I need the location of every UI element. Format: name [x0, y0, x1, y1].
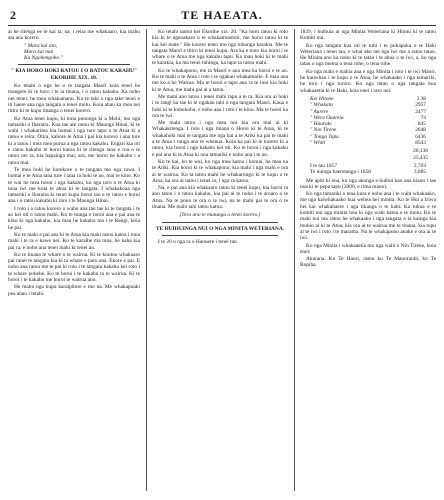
paragraph: I te 20 o nga ra o Hanuere i tenei tau — [158, 238, 237, 245]
column-2 — [152, 29, 288, 246]
subtotal: 28,138 — [413, 148, 428, 155]
page-header — [8, 8, 436, 24]
paragraph: Ko nga tamariki o tena kura e noho ana i te wahi whakaako, me nga kaiwhakaako kua wehea hei minita. Ko te Hui a Iriwa hei kai whakahaere i nga tikanga o te hahi. Ka tukua e te komiti nui nga minita hou ki nga wahi katoa o te motu. Ko te mahi nui ma ratou he whakaako i nga tangata o ia kainga kia mohio ai ki te Atua, kia ora ai te wairua me te tinana, kia tupu ai te iwi i roto i te marama. Na te whakapono anake e ora ai te iwi. — [300, 191, 436, 242]
newspaper-title: TE HAEATA. — [181, 8, 263, 22]
continuation-note: (Tera ano te mutunga o tenei korero.) — [179, 212, 261, 219]
region-value: 3 38 — [416, 95, 426, 102]
region-name: " Whakatu — [310, 102, 333, 109]
region-name: " Wera Oaereia — [310, 114, 344, 121]
separator — [18, 64, 130, 65]
paragraph: 1839, i huihuia ai nga Minita Weteriana ki Hitoni ki te ratou Komiti nui. — [300, 29, 436, 42]
paragraph: Me mahi tatou i nga mea nui kia ora mai ai ki Whakakitenga. I roto i nga tinana o Horoi ki te Atua, ki te whakahoki mai te tangata me nga kai a te Ariki ka pai te mahi a te Atua i runga ano te whenua. Koia ka pai ki te korero ki a ratou, kia horoi i nga kakahu kei oti. Ko te horoi i nga kakahu e pai ana ki te Atua ki ona tamariki e noho ana i te ao. — [152, 120, 288, 158]
membership-table — [309, 96, 427, 146]
verse-line: Mara kai mai — [24, 48, 54, 55]
paragraph: Ko te whakapono, me ta Maori e ana mea ka horoi e te ao. Ko te mahi o te Atua i roto i te ngakau whakamarie. E mau ana me ko a he Wairua. Ma te horoi e tapu ana ra te inoi kia hoki ki te Atua, me mahi pai ai a tatou. — [152, 67, 288, 93]
verse-line: Ka Ngohengohe." — [24, 55, 63, 62]
paragraph: Ko nga tangata kua oti te tuhi i te pukapuka o te Hahi Weteriana i tenei tau, e whai ake nei nga iwi me a ratou tatau. He Minita ano ka noho ki te tatau i te ahua o te iwi, a, ko nga tatau o nga mema o tena rohe, o tena rohe. — [300, 42, 436, 68]
region-name: " Nin Tirene — [310, 127, 337, 134]
article-heading: " KIA HORO HOKI RATOU I O RATOU KARAHU" EKORIHE XIX. 10. — [11, 68, 137, 81]
paragraph: Ko te kai, ko te wai, ko nga mea katoa i homai, he mea na te Ariki. Kia horoi ki te whakapono, kia mahi i nga mahi e ora ai te wairua. Ko ta tatou mahi he whakarongo ki te kupu o te Atua, ka ora ai tatou i tenei ra, i nga ra katoa. — [152, 158, 288, 184]
region-value: 2648 — [415, 127, 426, 134]
paragraph: Te mea hoki he horekore o te tangata mo nga rawa. I homai e te Atua tana ture i taua ra hoki te ao, mai te kino. Ko te wai he mea horoi i nga kakahu, ko nga toro o te Atua ki tona iwi me koia te ahua ki te tangata. I whakakoaa nga tamariki o Iharaira ki tenei kupu horoi tau e te ratou e horoi ana i o ratou kakahu ki raro i te Maunga Hinai. — [8, 166, 140, 205]
separator — [162, 235, 278, 236]
paragraph: Ko nga Minita i whakaaetia mo nga wahi o Nin Tirene, koia enei: — [300, 242, 436, 255]
paragraph: Ko te mahi e pai ana ki te Atua kia mahi ratou katoa i tona mahi i te ra e kawe nei. Ko te karaihe ma tona, he kaha kia pai ra, e noho ana tenei mahi ki tenei ao. — [8, 231, 140, 251]
region-name: " Aurere — [310, 108, 329, 115]
region-name: " Tonga Tapu — [310, 133, 339, 140]
region-value: 2957 — [415, 102, 426, 109]
table-row — [309, 169, 427, 175]
subtotal: 25,435 — [413, 154, 428, 161]
paragraph: Ko tetahi o nga he o te tangata Maori koia tenei he mangere ki te horo i te ia tinana, i o ratou kakahu. Ka noho nei tenei; he mea whakamanu. Ko te tahi o nga take tenei e iti haere ana nga tangata o tenei motu. Koia ahau ka mea nei titiro ki te kupu tinanga o tenei korero. — [8, 83, 140, 115]
column-1 — [8, 29, 140, 298]
article-heading: TE HUIHUINGA NUI O NGA MINITA WETERIANA. — [155, 225, 285, 232]
paragraph: Na, e pai ana kia whakaaro tatou ki tenei kupu, kia horoi ra ano tatou i o tatou kakahu, kia pai ai te noho i te aroaro o te Atua. Na te pono te ora o te iwi, na te mahi pai te ora o te tinana. Me mahi tahi tatou katoa. — [152, 185, 288, 211]
region-value: 2477 — [415, 108, 426, 115]
region-name: Kei Hitone — [310, 95, 334, 102]
header-rule — [8, 25, 436, 26]
table-row — [309, 140, 427, 146]
paragraph: Me apiti ki ena, ko nga akonga e huihui kau ana kiano i tae noa ki te pepa tapu (2000, e rima mano). — [300, 177, 436, 190]
column-divider — [146, 29, 147, 491]
region-value: 8543 — [415, 140, 426, 147]
total-label: I te tau 1857 — [310, 162, 338, 169]
separator — [162, 222, 278, 223]
region-value: 845 — [417, 121, 426, 128]
total-value: 2,703 — [413, 162, 426, 169]
paragraph: Ko tetahi tautoi kei Ekorihe xix. 20. "Ka horo ratou ki roto kia ki te ngenakaro o te whakamoemiti, me horoi ratou ki te kai kei mate." He korero tenei mo nga tohunga karakia. Me te tangata Maori e titiro ki tenei kupu. Ara ka e tono kia horoi i te whare o te Atua me nga kakahu tapu. Ka mau hoki ki te mahi te karakia, ka ma tenei tuhinga, ka tapu ta ratou mahi. — [152, 29, 288, 67]
paragraph: Ko nga mahi e mahia ana e nga Minita i roto i te iwi Maori, he kauwhau i te kupu o te Atua, he whakaako i nga tamariki, he toro i nga turoro. Ko nga tatau o nga tangata kua whakaaetia ki te Hahi, koia enei i raro nei: — [300, 68, 436, 94]
page-number: 2 — [10, 8, 16, 22]
increase-value: 3,685 — [413, 169, 426, 176]
region-name: " Hauraki — [310, 121, 332, 128]
paragraph: Akarana. Ko Te Hauri, ratou ko Te Maunraubi, ko Te Ropiha. — [300, 256, 436, 269]
column-3 — [300, 29, 436, 270]
region-name: " Whiti — [310, 140, 326, 147]
verse-line: " Mara kai ata, — [24, 42, 58, 49]
total-table — [309, 163, 427, 176]
column-divider — [294, 29, 295, 491]
paragraph: I roto i a ratou korero o waho ana tau tae ki te tangata i te ao kei oti o ratou mahi. Ko te hunga e horoi ana e pai ana te kiko ki nga kakahu, kia mau he kakahu ma i te Rangi, koia he pai. — [8, 205, 140, 231]
paragraph: Me mahi ano tatou i tenei mahi tapu a te ra. Kia ora ai hoki i te rangi ka tae ki te ngakau tahi o nga tangata Maori. Kaua e hoki ki te kohukohu, e noho ana i roto i te kino. Ma te horoi ka ora te iwi. — [152, 93, 288, 119]
region-value: 74 — [420, 114, 426, 121]
paragraph: Ko Atua tenei kupu, ki tona pononga ki a Mohi, mo nga tamariki o Iharaira. Kua tae ate ratou ki Maunga Hinai, ki te wahi i whakaritea kia homai i nga ture tapu o te Atua ki a ratou e reira. Otira, kahore te Atua i pai kia korero i ana ture ki a ratou i mea mea purua a nga ratou kakahu. Engari kia oti e ratou kakahu te horoi katoa ki te ritenga tana e roa o te ratou nei ra, kia hapainga mai, ara, me horoi he kakahu i a ratou mai. — [8, 115, 140, 166]
paragraph: He mahu nga kupu karaipiture e mo na. Me whakapuaki pea ahau i tetahi. — [8, 284, 140, 297]
region-value: 6436 — [415, 133, 426, 140]
increase-label: Te nuinga haeretanga i 1858 — [310, 169, 371, 176]
paragraph: Ko te tinana te whare o te wairua. Ki te koutou whakaaro pai ranei te tangata kia ki ta whare e paru ana. Ekore e pai. E noho ana ratou me te pai ki roto i te tangata kakahu kei roto i te whare pohehe. Ko te horoi i te kakahu ta te wairua. Ki te horoi i te kakahu me horoi te wairua ano. — [8, 251, 140, 283]
paragraph: ai he ritenga ee te kai ta, na, i reira me whakaaro, kia mahu ata ana korero. — [8, 29, 140, 42]
